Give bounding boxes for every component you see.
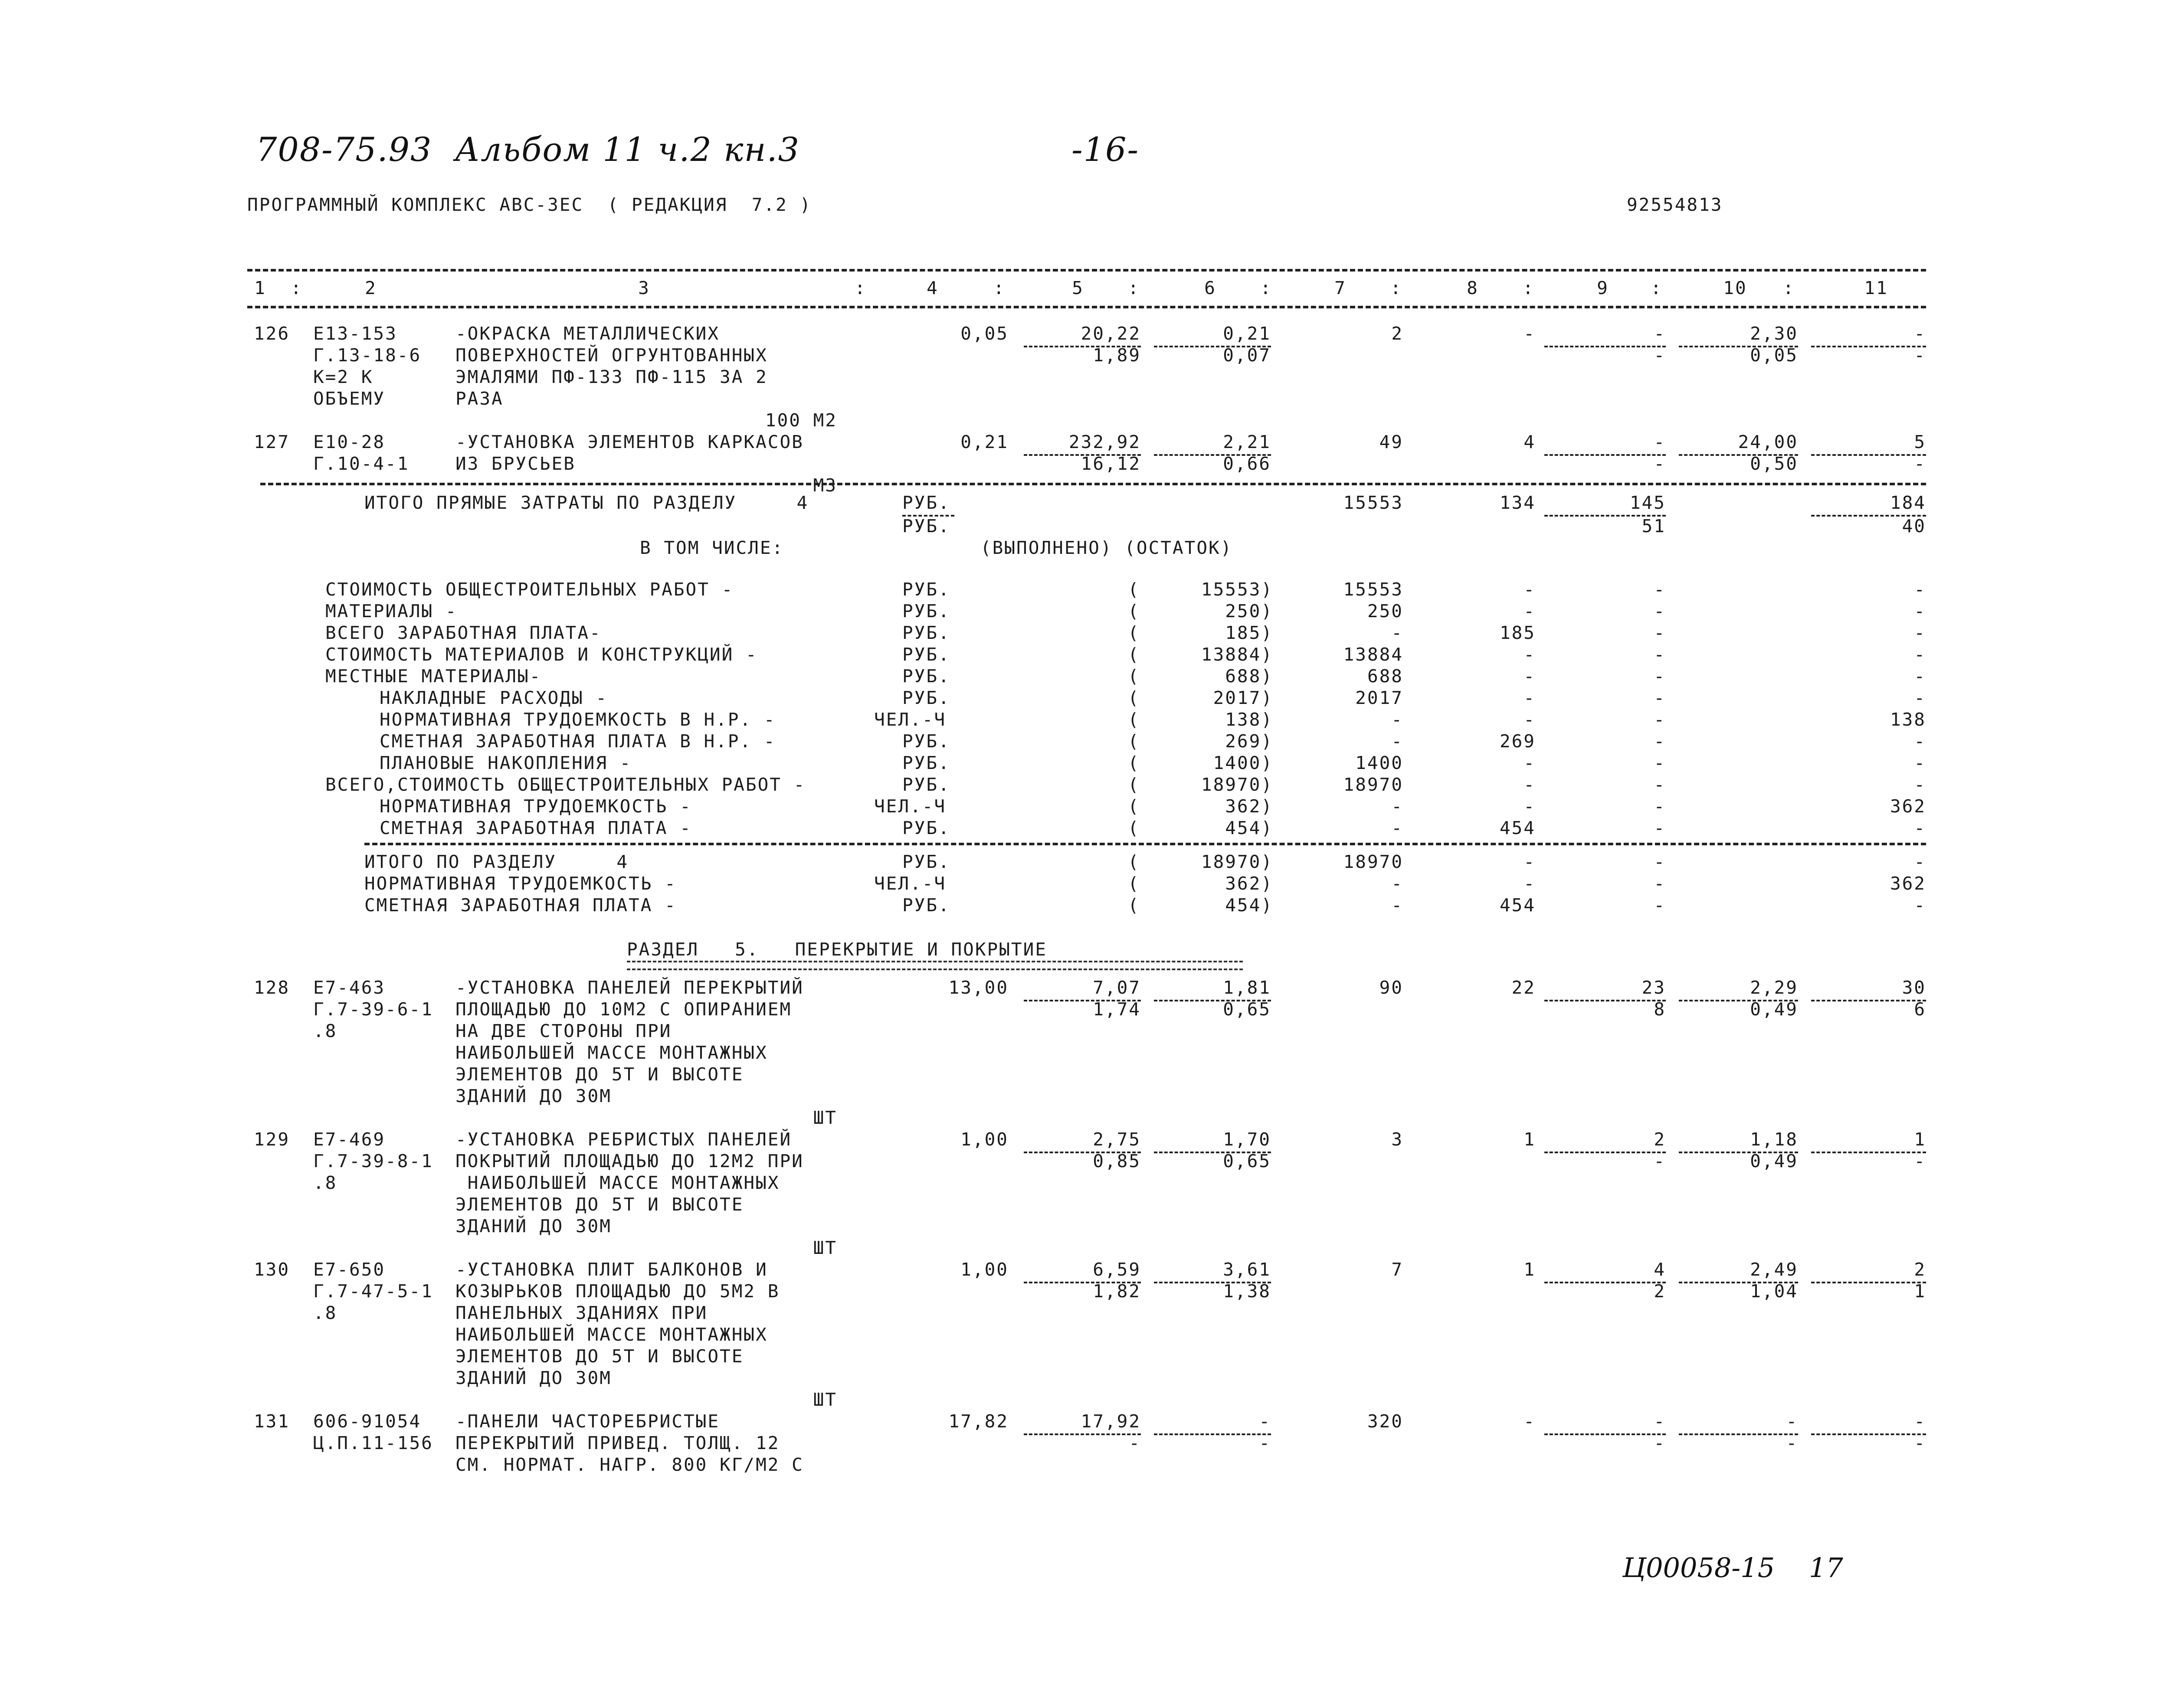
- summary-label: НОРМАТИВНАЯ ТРУДОЕМКОСТЬ -: [380, 796, 692, 817]
- summary-col7: 18970: [1343, 774, 1403, 795]
- item-col9: 4: [1654, 1259, 1666, 1280]
- document-code: 92554813: [1627, 194, 1723, 215]
- summary-col9: -: [1654, 622, 1666, 643]
- summary-unit: РУБ.: [902, 753, 950, 773]
- item-description: ПОВЕРХНОСТЕЙ ОГРУНТОВАННЫХ: [455, 345, 768, 366]
- column-header-5: 5: [1072, 278, 1084, 298]
- item-code: Е7-463: [313, 977, 386, 998]
- section-total-col11: -: [1914, 851, 1926, 872]
- summary-col9: -: [1654, 666, 1666, 687]
- summary-col11: -: [1914, 687, 1926, 708]
- section-total-col11: -: [1914, 895, 1926, 916]
- summary-paren: (: [1128, 579, 1140, 600]
- item-col10-sub: 0,05: [1750, 345, 1798, 366]
- item-col10: 2,49: [1750, 1259, 1798, 1280]
- summary-col9: -: [1654, 644, 1666, 665]
- summary-col8: -: [1524, 796, 1536, 817]
- summary-paren: (: [1128, 644, 1140, 665]
- item-unit: М3: [813, 475, 837, 496]
- item-col9: 2: [1654, 1129, 1666, 1150]
- summary-col8: 269: [1499, 731, 1536, 752]
- summary-col7: 13884: [1343, 644, 1403, 665]
- item-col6: 1,70: [1223, 1129, 1271, 1150]
- section-total-unit: РУБ.: [902, 851, 950, 872]
- item-col8: -: [1524, 323, 1536, 344]
- summary-col9: -: [1654, 731, 1666, 752]
- summary-value: 1400): [1213, 753, 1273, 773]
- summary-col9: -: [1654, 818, 1666, 838]
- item-number: 131: [254, 1411, 290, 1432]
- summary-unit: РУБ.: [902, 579, 950, 600]
- item-col11: 2: [1914, 1259, 1926, 1280]
- summary-paren: (: [1128, 666, 1140, 687]
- item-col8: -: [1524, 1411, 1536, 1432]
- item-col5-sub: 1,82: [1093, 1281, 1141, 1302]
- item-col11-sub: 6: [1914, 999, 1926, 1020]
- summary-col11: -: [1914, 774, 1926, 795]
- item-code: ОБЪЕМУ: [313, 388, 386, 409]
- item-col5: 2,75: [1093, 1129, 1141, 1150]
- item-col9: -: [1654, 432, 1666, 452]
- summary-unit: РУБ.: [902, 687, 950, 708]
- totals-unit-2: РУБ.: [902, 516, 950, 537]
- item-col11: 1: [1914, 1129, 1926, 1150]
- item-code: Г.7-39-6-1: [313, 999, 433, 1020]
- summary-label: ВСЕГО ЗАРАБОТНАЯ ПЛАТА-: [325, 622, 602, 643]
- summary-label: МЕСТНЫЕ МАТЕРИАЛЫ-: [325, 666, 542, 687]
- summary-value: 269): [1225, 731, 1273, 752]
- summary-col9: -: [1654, 579, 1666, 600]
- section-total-label: НОРМАТИВНАЯ ТРУДОЕМКОСТЬ -: [364, 873, 677, 894]
- item-description: -ПАНЕЛИ ЧАСТОРЕБРИСТЫЕ: [455, 1411, 720, 1432]
- item-col8: 4: [1524, 432, 1536, 452]
- handwritten-title: 708-75.93 Альбом 11 ч.2 кн.3: [256, 130, 800, 169]
- summary-col9: -: [1654, 774, 1666, 795]
- summary-unit: РУБ.: [902, 666, 950, 687]
- totals-col11-sub: 40: [1902, 516, 1926, 537]
- summary-col9: -: [1654, 753, 1666, 773]
- item-unit: ШТ: [813, 1237, 837, 1258]
- item-description: ПАНЕЛЬНЫХ ЗДАНИЯХ ПРИ: [455, 1302, 708, 1323]
- table-top-rule: [247, 269, 1926, 272]
- item-col10: 2,29: [1750, 977, 1798, 998]
- summary-label: МАТЕРИАЛЫ -: [325, 601, 458, 622]
- item-quantity: 0,05: [960, 323, 1009, 344]
- item-description: ИЗ БРУСЬЕВ: [455, 453, 576, 474]
- section-total-paren: (: [1128, 873, 1140, 894]
- done-remainder-label: (ВЫПОЛНЕНО) (ОСТАТОК): [980, 537, 1233, 558]
- summary-col11: -: [1914, 622, 1926, 643]
- item-col6-sub: 0,65: [1223, 1151, 1271, 1171]
- summary-value: 454): [1225, 818, 1273, 838]
- column-separator: :: [993, 278, 1006, 298]
- item-number: 128: [254, 977, 290, 998]
- item-code: Е7-650: [313, 1259, 386, 1280]
- item-col5-sub: 0,85: [1093, 1151, 1141, 1171]
- item-description: НА ДВЕ СТОРОНЫ ПРИ: [455, 1021, 672, 1041]
- item-unit: 100 М2: [765, 410, 837, 431]
- section-total-unit: ЧЕЛ.-Ч: [874, 873, 947, 894]
- column-separator: :: [291, 278, 303, 298]
- column-header-2: 2: [365, 278, 377, 298]
- item-number: 129: [254, 1129, 290, 1150]
- summary-col7: -: [1391, 731, 1403, 752]
- summary-col11: -: [1914, 601, 1926, 622]
- column-header-8: 8: [1467, 278, 1479, 298]
- summary-label: СТОИМОСТЬ ОБЩЕСТРОИТЕЛЬНЫХ РАБОТ -: [325, 579, 734, 600]
- summary-paren: (: [1128, 818, 1140, 838]
- column-header-3: 3: [638, 278, 650, 298]
- item-col5: 232,92: [1068, 432, 1141, 452]
- summary-col9: -: [1654, 601, 1666, 622]
- item-code: Ц.П.11-156: [313, 1433, 433, 1453]
- summary-value: 18970): [1201, 774, 1273, 795]
- summary-value: 185): [1225, 622, 1273, 643]
- summary-label: СТОИМОСТЬ МАТЕРИАЛОВ И КОНСТРУКЦИЙ -: [325, 644, 758, 665]
- item-col11: 30: [1902, 977, 1926, 998]
- item-col11-sub: -: [1914, 1433, 1926, 1453]
- section-total-col8: -: [1524, 851, 1536, 872]
- item-number: 126: [254, 323, 290, 344]
- summary-col7: -: [1391, 796, 1403, 817]
- column-separator: :: [1523, 278, 1535, 298]
- item-col11-sub: 1: [1914, 1281, 1926, 1302]
- column-separator: :: [1260, 278, 1272, 298]
- item-col11-sub: -: [1914, 453, 1926, 474]
- section-total-unit: РУБ.: [902, 895, 950, 916]
- item-col10: -: [1786, 1411, 1798, 1432]
- summary-label: НАКЛАДНЫЕ РАСХОДЫ -: [380, 687, 608, 708]
- item-code: Е10-28: [313, 432, 386, 452]
- summary-col11: 138: [1890, 709, 1926, 730]
- item-code: 606-91054: [313, 1411, 422, 1432]
- summary-col11: -: [1914, 818, 1926, 838]
- item-col5-sub: -: [1129, 1433, 1141, 1453]
- item-col7: 320: [1367, 1411, 1403, 1432]
- item-col10-sub: 1,04: [1750, 1281, 1798, 1302]
- section-total-paren: (: [1128, 851, 1140, 872]
- section-total-label: СМЕТНАЯ ЗАРАБОТНАЯ ПЛАТА -: [364, 895, 677, 916]
- item-description: ПЛОЩАДЬЮ ДО 10М2 С ОПИРАНИЕМ: [455, 999, 792, 1020]
- summary-col7: 250: [1367, 601, 1403, 622]
- summary-value: 250): [1225, 601, 1273, 622]
- summary-paren: (: [1128, 601, 1140, 622]
- item-description: ЭЛЕМЕНТОВ ДО 5Т И ВЫСОТЕ: [455, 1194, 744, 1215]
- including-label: В ТОМ ЧИСЛЕ:: [640, 537, 784, 558]
- summary-col8: -: [1524, 709, 1536, 730]
- section-total-rule: [364, 843, 1926, 845]
- totals-col8: 134: [1499, 492, 1536, 513]
- totals-col7: 15553: [1343, 492, 1403, 513]
- item-quantity: 0,21: [960, 432, 1009, 452]
- column-separator: :: [1390, 278, 1402, 298]
- summary-col9: -: [1654, 687, 1666, 708]
- summary-col8: 454: [1499, 818, 1536, 838]
- summary-value: 362): [1225, 796, 1273, 817]
- summary-col7: -: [1391, 622, 1403, 643]
- item-description: ПЕРЕКРЫТИЙ ПРИВЕД. ТОЛЩ. 12: [455, 1433, 780, 1453]
- item-quantity: 13,00: [948, 977, 1009, 998]
- item-col5: 20,22: [1081, 323, 1141, 344]
- item-col8: 22: [1511, 977, 1536, 998]
- item-col6: -: [1259, 1411, 1271, 1432]
- item-code: .8: [313, 1302, 337, 1323]
- summary-col8: -: [1524, 644, 1536, 665]
- section-title: РАЗДЕЛ 5. ПЕРЕКРЫТИЕ И ПОКРЫТИЕ: [627, 939, 1047, 960]
- item-col9-sub: -: [1654, 1151, 1666, 1171]
- totals-rule: [260, 483, 1926, 485]
- item-description: -УСТАНОВКА РЕБРИСТЫХ ПАНЕЛЕЙ: [455, 1129, 792, 1150]
- summary-col7: 2017: [1355, 687, 1403, 708]
- item-description: СМ. НОРМАТ. НАГР. 800 КГ/М2 С: [455, 1454, 804, 1475]
- summary-label: НОРМАТИВНАЯ ТРУДОЕМКОСТЬ В Н.Р. -: [380, 709, 776, 730]
- handwritten-footer: Ц00058-15 17: [1622, 1552, 1843, 1584]
- item-col9: 23: [1641, 977, 1666, 998]
- summary-col8: -: [1524, 753, 1536, 773]
- item-quantity: 1,00: [960, 1129, 1009, 1150]
- totals-col11: 184: [1890, 492, 1926, 513]
- column-header-9: 9: [1597, 278, 1609, 298]
- summary-unit: РУБ.: [902, 644, 950, 665]
- item-quantity: 17,82: [948, 1411, 1009, 1432]
- summary-paren: (: [1128, 796, 1140, 817]
- summary-paren: (: [1128, 731, 1140, 752]
- column-header-7: 7: [1334, 278, 1347, 298]
- summary-label: СМЕТНАЯ ЗАРАБОТНАЯ ПЛАТА -: [380, 818, 692, 838]
- item-col5: 7,07: [1093, 977, 1141, 998]
- item-col6: 3,61: [1223, 1259, 1271, 1280]
- summary-paren: (: [1128, 709, 1140, 730]
- section-total-col7: -: [1391, 895, 1403, 916]
- item-col6-sub: 0,07: [1223, 345, 1271, 366]
- item-col7: 2: [1391, 323, 1403, 344]
- summary-unit: РУБ.: [902, 731, 950, 752]
- item-col5-sub: 16,12: [1081, 453, 1141, 474]
- item-code: Г.7-47-5-1: [313, 1281, 433, 1302]
- item-col11: -: [1914, 1411, 1926, 1432]
- item-number: 130: [254, 1259, 290, 1280]
- item-code: Г.10-4-1: [313, 453, 410, 474]
- section-total-paren: (: [1128, 895, 1140, 916]
- summary-col11: -: [1914, 753, 1926, 773]
- item-description: ЗДАНИЙ ДО 30М: [455, 1368, 612, 1388]
- summary-col7: 1400: [1355, 753, 1403, 773]
- program-header: ПРОГРАММНЫЙ КОМПЛЕКС АВС-3ЕС ( РЕДАКЦИЯ 7.2 ): [247, 194, 812, 215]
- handwritten-page-number: -16-: [1071, 130, 1140, 169]
- item-description: ЗДАНИЙ ДО 30М: [455, 1086, 612, 1106]
- item-col9-sub: -: [1654, 1433, 1666, 1453]
- summary-unit: РУБ.: [902, 601, 950, 622]
- item-col9: -: [1654, 323, 1666, 344]
- item-col11: 5: [1914, 432, 1926, 452]
- item-code: .8: [313, 1172, 337, 1193]
- summary-value: 15553): [1201, 579, 1273, 600]
- summary-paren: (: [1128, 753, 1140, 773]
- summary-col7: -: [1391, 818, 1403, 838]
- item-description: ЭЛЕМЕНТОВ ДО 5Т И ВЫСОТЕ: [455, 1064, 744, 1085]
- summary-col11: -: [1914, 666, 1926, 687]
- item-description: ПОКРЫТИЙ ПЛОЩАДЬЮ ДО 12М2 ПРИ: [455, 1151, 804, 1171]
- section-total-col11: 362: [1890, 873, 1926, 894]
- item-col6: 2,21: [1223, 432, 1271, 452]
- item-description: НАИБОЛЬШЕЙ МАССЕ МОНТАЖНЫХ: [455, 1172, 780, 1193]
- summary-label: СМЕТНАЯ ЗАРАБОТНАЯ ПЛАТА В Н.Р. -: [380, 731, 776, 752]
- summary-col11: -: [1914, 731, 1926, 752]
- item-col9-sub: -: [1654, 345, 1666, 366]
- item-col7: 49: [1379, 432, 1403, 452]
- section-total-value: 362): [1225, 873, 1273, 894]
- summary-col8: -: [1524, 666, 1536, 687]
- item-col5-sub: 1,89: [1093, 345, 1141, 366]
- item-col8: 1: [1524, 1129, 1536, 1150]
- section-total-col7: -: [1391, 873, 1403, 894]
- item-col10-sub: 0,49: [1750, 1151, 1798, 1171]
- section-total-label: ИТОГО ПО РАЗДЕЛУ 4: [364, 851, 629, 872]
- item-number: 127: [254, 432, 290, 452]
- item-col9: -: [1654, 1411, 1666, 1432]
- column-separator: :: [1651, 278, 1663, 298]
- item-col7: 90: [1379, 977, 1403, 998]
- summary-col8: -: [1524, 687, 1536, 708]
- item-description: -ОКРАСКА МЕТАЛЛИЧЕСКИХ: [455, 323, 720, 344]
- totals-label: ИТОГО ПРЯМЫЕ ЗАТРАТЫ ПО РАЗДЕЛУ 4: [364, 492, 809, 513]
- table-header-rule: [247, 306, 1926, 308]
- summary-col8: -: [1524, 774, 1536, 795]
- item-col10-sub: 0,49: [1750, 999, 1798, 1020]
- summary-unit: РУБ.: [902, 774, 950, 795]
- item-col5-sub: 1,74: [1093, 999, 1141, 1020]
- item-description: КОЗЫРЬКОВ ПЛОЩАДЬЮ ДО 5М2 В: [455, 1281, 780, 1302]
- item-code: К=2 К: [313, 366, 374, 387]
- section-total-col9: -: [1654, 851, 1666, 872]
- totals-col9: 145: [1629, 492, 1666, 513]
- column-header-11: 11: [1864, 278, 1888, 298]
- section-total-col9: -: [1654, 873, 1666, 894]
- item-description: НАИБОЛЬШЕЙ МАССЕ МОНТАЖНЫХ: [455, 1042, 768, 1063]
- item-col10: 1,18: [1750, 1129, 1798, 1150]
- summary-paren: (: [1128, 774, 1140, 795]
- item-description: РАЗА: [455, 388, 504, 409]
- item-col6-sub: -: [1259, 1433, 1271, 1453]
- column-header-10: 10: [1723, 278, 1747, 298]
- summary-col8: 185: [1499, 622, 1536, 643]
- item-description: НАИБОЛЬШЕЙ МАССЕ МОНТАЖНЫХ: [455, 1324, 768, 1345]
- item-col6-sub: 0,66: [1223, 453, 1271, 474]
- summary-col8: -: [1524, 579, 1536, 600]
- column-separator: :: [1783, 278, 1795, 298]
- item-col10-sub: 0,50: [1750, 453, 1798, 474]
- totals-unit: РУБ.: [902, 492, 950, 513]
- item-code: Е7-469: [313, 1129, 386, 1150]
- item-col5: 17,92: [1081, 1411, 1141, 1432]
- summary-unit: ЧЕЛ.-Ч: [874, 709, 947, 730]
- item-col9-sub: 2: [1654, 1281, 1666, 1302]
- item-col6-sub: 1,38: [1223, 1281, 1271, 1302]
- item-unit: ШТ: [813, 1389, 837, 1410]
- column-separator: :: [855, 278, 867, 298]
- summary-col11: -: [1914, 579, 1926, 600]
- item-col7: 7: [1391, 1259, 1403, 1280]
- summary-value: 688): [1225, 666, 1273, 687]
- item-col9-sub: -: [1654, 453, 1666, 474]
- item-col11: -: [1914, 323, 1926, 344]
- summary-paren: (: [1128, 622, 1140, 643]
- item-code: Г.13-18-6: [313, 345, 422, 366]
- column-header-6: 6: [1204, 278, 1216, 298]
- item-quantity: 1,00: [960, 1259, 1009, 1280]
- item-col6: 1,81: [1223, 977, 1271, 998]
- item-code: Г.7-39-8-1: [313, 1151, 433, 1171]
- column-header-1: 1: [254, 278, 266, 298]
- summary-col7: 15553: [1343, 579, 1403, 600]
- column-header-4: 4: [927, 278, 939, 298]
- item-description: -УСТАНОВКА ПАНЕЛЕЙ ПЕРЕКРЫТИЙ: [455, 977, 804, 998]
- item-col11-sub: -: [1914, 345, 1926, 366]
- item-col9-sub: 8: [1654, 999, 1666, 1020]
- summary-col9: -: [1654, 709, 1666, 730]
- summary-col9: -: [1654, 796, 1666, 817]
- column-separator: :: [1128, 278, 1140, 298]
- item-col10-sub: -: [1786, 1433, 1798, 1453]
- section-total-col8: 454: [1499, 895, 1536, 916]
- item-col10: 2,30: [1750, 323, 1798, 344]
- item-description: ЭЛЕМЕНТОВ ДО 5Т И ВЫСОТЕ: [455, 1346, 744, 1367]
- summary-unit: РУБ.: [902, 818, 950, 838]
- item-col5: 6,59: [1093, 1259, 1141, 1280]
- section-total-value: 18970): [1201, 851, 1273, 872]
- section-total-value: 454): [1225, 895, 1273, 916]
- summary-col7: -: [1391, 709, 1403, 730]
- summary-col8: -: [1524, 601, 1536, 622]
- totals-col9-sub: 51: [1641, 516, 1666, 537]
- section-title-underline: [627, 961, 1243, 970]
- summary-value: 13884): [1201, 644, 1273, 665]
- item-description: ЗДАНИЙ ДО 30М: [455, 1216, 612, 1237]
- item-col7: 3: [1391, 1129, 1403, 1150]
- item-description: ЭМАЛЯМИ ПФ-133 ПФ-115 ЗА 2: [455, 366, 768, 387]
- summary-value: 138): [1225, 709, 1273, 730]
- summary-unit: ЧЕЛ.-Ч: [874, 796, 947, 817]
- item-description: -УСТАНОВКА ПЛИТ БАЛКОНОВ И: [455, 1259, 768, 1280]
- item-col10: 24,00: [1738, 432, 1798, 452]
- summary-paren: (: [1128, 687, 1140, 708]
- summary-label: ВСЕГО,СТОИМОСТЬ ОБЩЕСТРОИТЕЛЬНЫХ РАБОТ -: [325, 774, 806, 795]
- item-col11-sub: -: [1914, 1151, 1926, 1171]
- item-col6-sub: 0,65: [1223, 999, 1271, 1020]
- summary-value: 2017): [1213, 687, 1273, 708]
- summary-label: ПЛАНОВЫЕ НАКОПЛЕНИЯ -: [380, 753, 632, 773]
- summary-col7: 688: [1367, 666, 1403, 687]
- item-description: -УСТАНОВКА ЭЛЕМЕНТОВ КАРКАСОВ: [455, 432, 804, 452]
- section-total-col9: -: [1654, 895, 1666, 916]
- summary-unit: РУБ.: [902, 622, 950, 643]
- summary-col11: -: [1914, 644, 1926, 665]
- item-col8: 1: [1524, 1259, 1536, 1280]
- summary-col11: 362: [1890, 796, 1926, 817]
- section-total-col7: 18970: [1343, 851, 1403, 872]
- item-unit: ШТ: [813, 1107, 837, 1128]
- item-col6: 0,21: [1223, 323, 1271, 344]
- item-code: .8: [313, 1021, 337, 1041]
- item-code: Е13-153: [313, 323, 397, 344]
- section-total-col8: -: [1524, 873, 1536, 894]
